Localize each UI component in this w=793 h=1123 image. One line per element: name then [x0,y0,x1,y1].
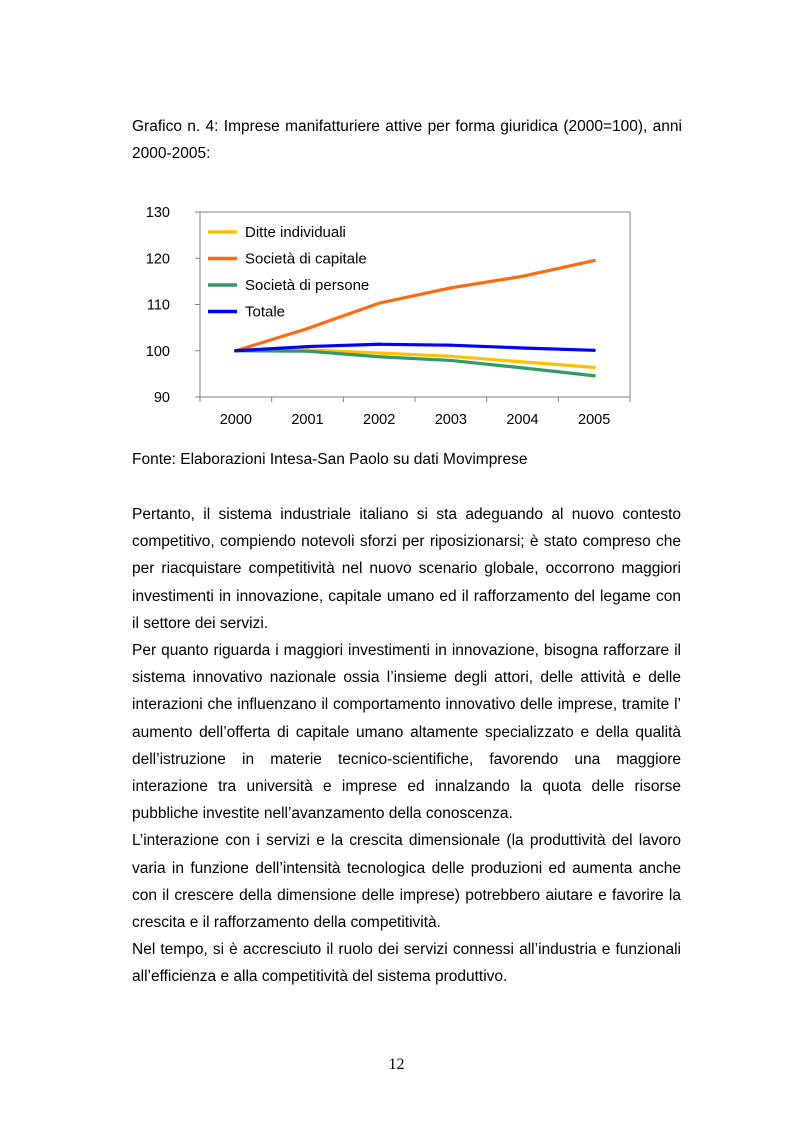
x-tick-label: 2004 [506,412,539,428]
data-point [306,345,309,348]
data-point [521,275,524,278]
y-tick-label: 130 [145,205,170,221]
data-point [521,346,524,349]
legend-label: Totale [245,303,286,321]
data-point [593,349,596,352]
data-point [449,286,452,289]
paragraph: Pertanto, il sistema industriale italiano si sta adeguando al nuovo contesto competitivo, compiendo notevoli sforzi per riposizionarsi; è stato compreso che per riacquistare competitività nel nuovo scenario globale, occorrono maggiori investimenti in innovazione, capitale umano ed il rafforzamento del legame con il settore dei servizi. [132,506,681,632]
figure-source: Fonte: Elaborazioni Intesa-San Paolo su dati Movimprese [132,451,528,468]
legend-label: Società di persone [245,277,370,294]
series-line-2 [236,261,594,351]
data-point [306,350,309,353]
body-text [132,501,681,991]
page-number: 12 [388,1056,405,1073]
data-point [378,351,381,354]
data-point [378,343,381,346]
paragraph: L’interazione con i servizi e la crescita dimensionale (la produttività del lavoro varia in funzione dell’intensità tecnologica delle produzioni ed aumenta anche con il crescere della dimensione delle imprese) potrebbero aiutare e favorire la crescita e il rafforzamento della competitività. [132,832,681,932]
paragraph: Nel tempo, si è accresciuto il ruolo dei servizi connessi all’industria e funzionali all’efficienza e alla competitività del sistema produttivo. [132,941,681,986]
chart-svg [120,198,640,438]
data-point [449,359,452,362]
y-tick-label: 120 [145,251,170,268]
y-tick-label: 110 [146,297,170,314]
data-point [234,349,237,352]
y-tick-label: 100 [145,343,170,360]
x-tick-label: 2001 [291,412,324,428]
data-point [593,374,596,377]
data-point [306,327,309,330]
data-point [449,344,452,347]
data-point [521,360,524,363]
figure-caption: Grafico n. 4: Imprese manifatturiere attive per forma giuridica (2000=100), anni 2000-2005: [132,118,682,162]
x-tick-label: 2002 [363,412,396,428]
x-tick-label: 2003 [434,412,467,428]
x-tick-label: 2000 [219,412,252,428]
data-point [378,355,381,358]
data-point [521,366,524,369]
data-point [593,366,596,369]
data-point [378,302,381,305]
line-chart [120,198,640,438]
data-point [449,355,452,358]
paragraph: Per quanto riguarda i maggiori investimenti in innovazione, bisogna rafforzare il sistema innovativo nazionale ossia l’insieme degli attori, delle attività e delle interazioni che influenzano il comportamento innovativo delle imprese, tramite l’ aumento dell’offerta di capitale umano altamente specializzato e della qualità dell’istruzione in materie tecnico-scientifiche, favorendo una maggiore interazione tra università e imprese ed innalzando la quota delle risorse pubbliche investite nell’avanzamento della conoscenza. [132,642,681,823]
y-tick-label: 90 [153,390,170,406]
legend-label: Società di capitale [245,250,367,268]
data-point [593,259,596,262]
x-tick-label: 2005 [578,412,611,428]
legend-label: Ditte individuali [245,224,346,241]
